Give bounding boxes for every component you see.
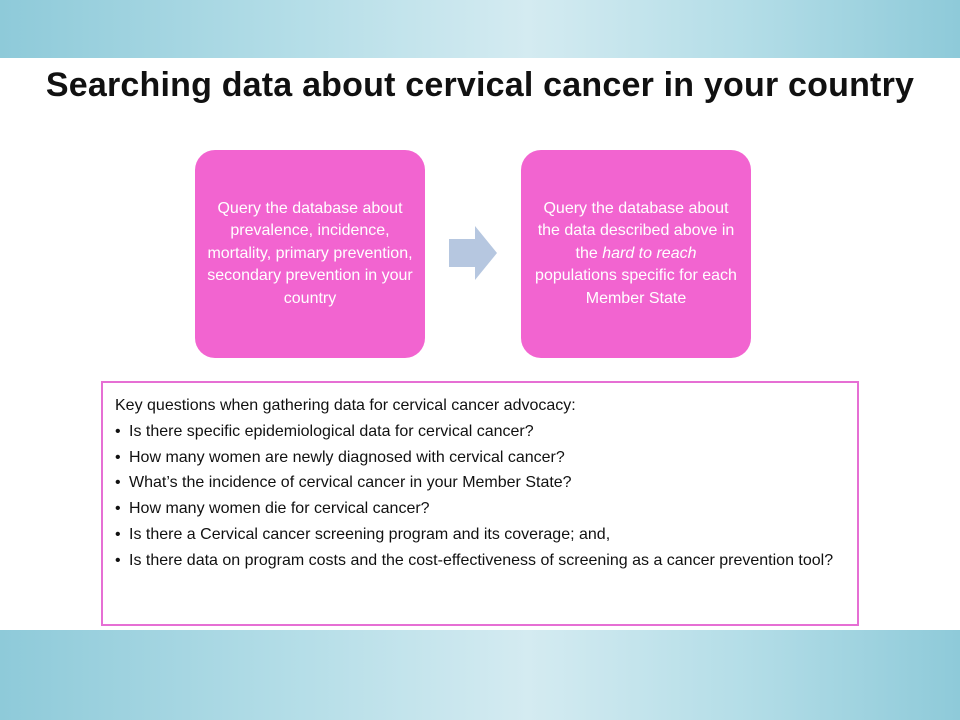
top-decorative-band [0, 0, 960, 58]
key-questions-box [101, 381, 859, 626]
query-hard-to-reach-text [533, 198, 739, 311]
hard-to-reach-emphasis: hard to reach [602, 244, 697, 262]
slide-title: Searching data about cervical cancer in your country [45, 66, 915, 104]
key-question-item: • How many women die for cervical cancer? [115, 496, 847, 522]
key-question-item: • What’s the incidence of cervical cancer in your Member State? [115, 470, 847, 496]
key-question-item: • How many women are newly diagnosed with cervical cancer? [115, 445, 847, 471]
key-questions-heading: Key questions when gathering data for cervical cancer advocacy: [115, 397, 576, 414]
query-hard-to-reach-text-part2: populations specific for each Member State [535, 267, 737, 307]
query-prevalence-text: Query the database about prevalence, incidence, mortality, primary prevention, secondary prevention in your country [207, 199, 413, 307]
bottom-decorative-band [0, 630, 960, 720]
key-questions-list [115, 419, 847, 574]
query-hard-to-reach-box [521, 150, 751, 358]
query-hard-to-reach-text-part1: Query the database about the data described above in the [537, 199, 735, 262]
key-question-item: • Is there a Cervical cancer screening program and its coverage; and, [115, 522, 847, 548]
key-question-item: • Is there specific epidemiological data for cervical cancer? [115, 419, 847, 445]
query-prevalence-box [195, 150, 425, 358]
key-question-item: • Is there data on program costs and the cost-effectiveness of screening as a cancer prevention tool? [115, 548, 847, 574]
right-arrow-icon [449, 226, 497, 280]
